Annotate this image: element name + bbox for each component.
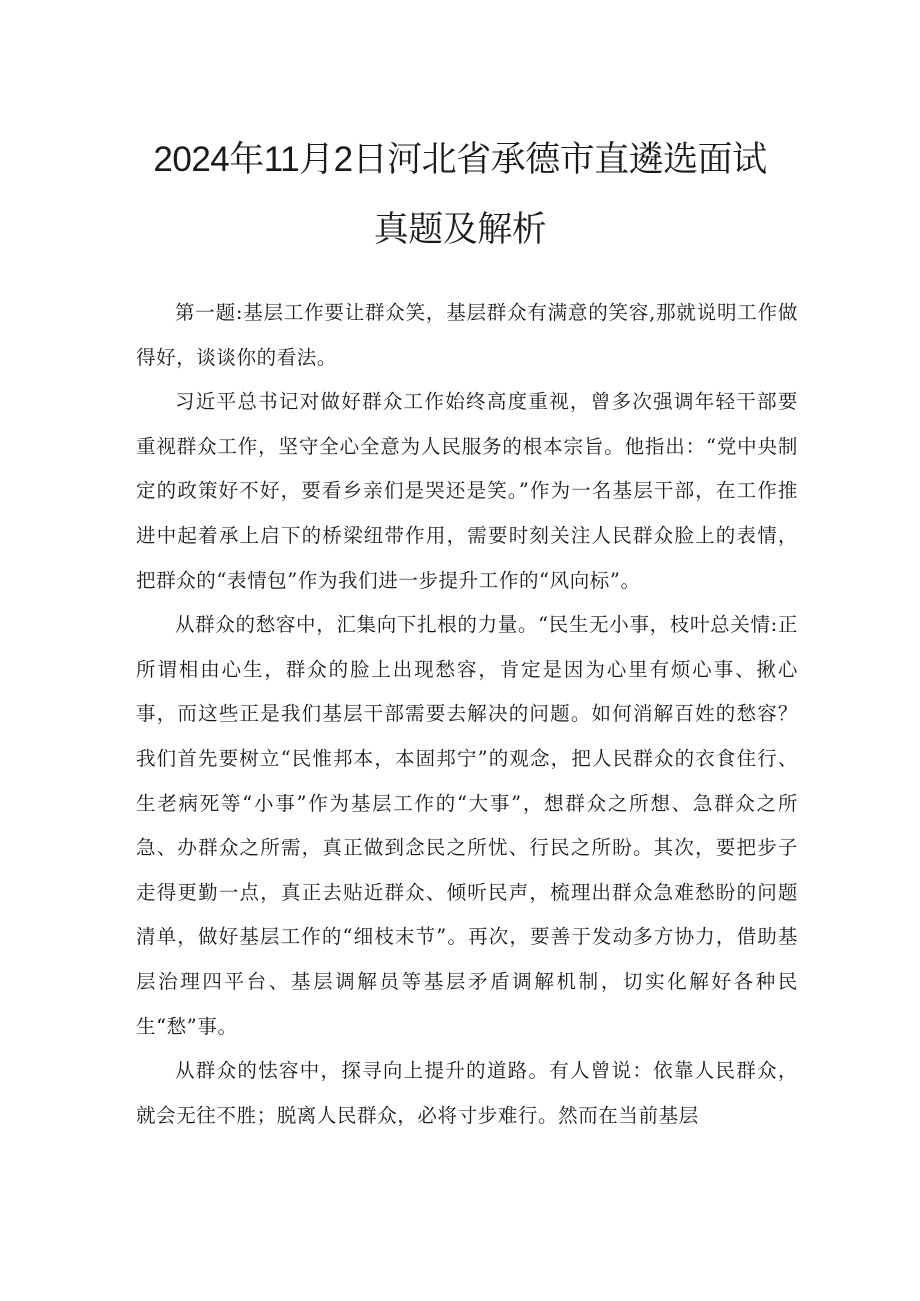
document-title-line-2: 真题及解析 — [373, 210, 547, 249]
document-body — [136, 291, 798, 1138]
paragraph-sad-faces: 从群众的愁容中，汇集向下扎根的力量。“民生无小事，枝叶总关情:正所谓相由心生，群众的脸上出现愁容，肯定是因为心里有烦心事、揪心事，而这些正是我们基层干部需要去解决的问题。如何消解百姓的愁容？我们首先要树立“民惟邦本，本固邦宁”的观念，把人民群众的衣食住行、生老病死等“小事”作为基层工作的“大事”，想群众之所想、急群众之所急、办群众之所需，真正做到念民之所忧、行民之所盼。其次，要把步子走得更勤一点，真正去贴近群众、倾听民声，梳理出群众急难愁盼的问题清单，做好基层工作的“细枝末节”。再次，要善于发动多方协力，借助基层治理四平台、基层调解员等基层矛盾调解机制，切实化解好各种民生“愁”事。 — [136, 613, 798, 1038]
paragraph-question: 第一题:基层工作要让群众笑，基层群众有满意的笑容,那就说明工作做得好，谈谈你的看法。 — [136, 301, 798, 369]
document-title-line-1: 2024年11月2日河北省承德市直遴选面试 — [153, 140, 767, 179]
paragraph-timid-faces: 从群众的怯容中，探寻向上提升的道路。有人曾说：依靠人民群众，就会无往不胜；脱离人民群众，必将寸步难行。然而在当前基层 — [136, 1059, 798, 1127]
paragraph-intro: 习近平总书记对做好群众工作始终高度重视，曾多次强调年轻干部要重视群众工作，坚守全心全意为人民服务的根本宗旨。他指出：“党中央制定的政策好不好，要看乡亲们是哭还是笑。”作为一名基层干部，在工作推进中起着承上启下的桥梁纽带作用，需要时刻关注人民群众脸上的表情，把群众的“表情包”作为我们进一步提升工作的“风向标”。 — [136, 390, 798, 592]
